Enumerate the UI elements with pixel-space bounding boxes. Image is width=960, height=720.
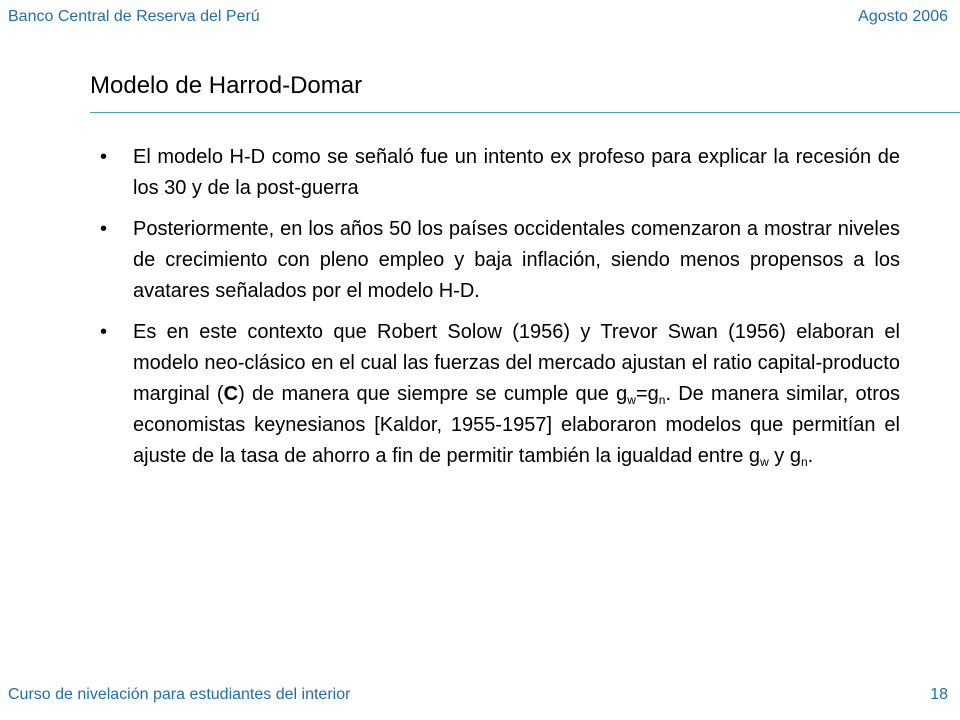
bullet-text xyxy=(133,321,900,467)
bullet-text-part: . xyxy=(807,445,814,467)
bullet-text-part: . De manera similar, otros economistas keynesianos [Kaldor, 1955-1957] elaboraron modelos que permitían el ajuste de la tasa de ahorro a fin de permitir también la igualdad entre g xyxy=(133,383,901,467)
subscript-w: w xyxy=(760,455,769,469)
bullet-icon: • xyxy=(100,321,108,343)
slide-title: Modelo de Harrod-Domar xyxy=(90,72,363,99)
bullet-icon: • xyxy=(100,146,108,168)
symbol-c: C xyxy=(223,383,239,405)
bullet-item xyxy=(100,317,900,472)
bullet-text: Posteriormente, en los años 50 los países occidentales comenzaron a mostrar niveles de crecimiento con pleno empleo y baja inflación, siendo menos propensos a los avatares señalados por el modelo H-D. xyxy=(133,218,900,302)
header-organization: Banco Central de Reserva del Perú xyxy=(8,8,260,25)
subscript-n: n xyxy=(658,393,666,407)
bullet-item xyxy=(100,142,900,204)
bullet-text-part: =g xyxy=(635,383,659,405)
bullet-text-part: Es en este contexto que Robert Solow (1956) y Trevor Swan (1956) elaboran el modelo neo-clásico en el cual las fuerzas del mercado ajustan el ratio capital-producto marginal ( xyxy=(133,321,900,405)
bullet-text-part: ) de manera que siempre se cumple que g xyxy=(238,383,628,405)
bullet-list xyxy=(100,142,900,482)
page-number: 18 xyxy=(930,686,948,703)
subscript-w: w xyxy=(627,393,636,407)
subscript-n: n xyxy=(800,455,808,469)
bullet-icon: • xyxy=(100,218,108,240)
title-divider xyxy=(90,112,960,113)
header-date: Agosto 2006 xyxy=(858,8,948,25)
bullet-text-part: y g xyxy=(768,445,801,467)
bullet-text: El modelo H-D como se señaló fue un intento ex profeso para explicar la recesión de los 30 y de la post-guerra xyxy=(133,146,900,199)
footer-course: Curso de nivelación para estudiantes del interior xyxy=(8,686,351,703)
bullet-item xyxy=(100,214,900,307)
